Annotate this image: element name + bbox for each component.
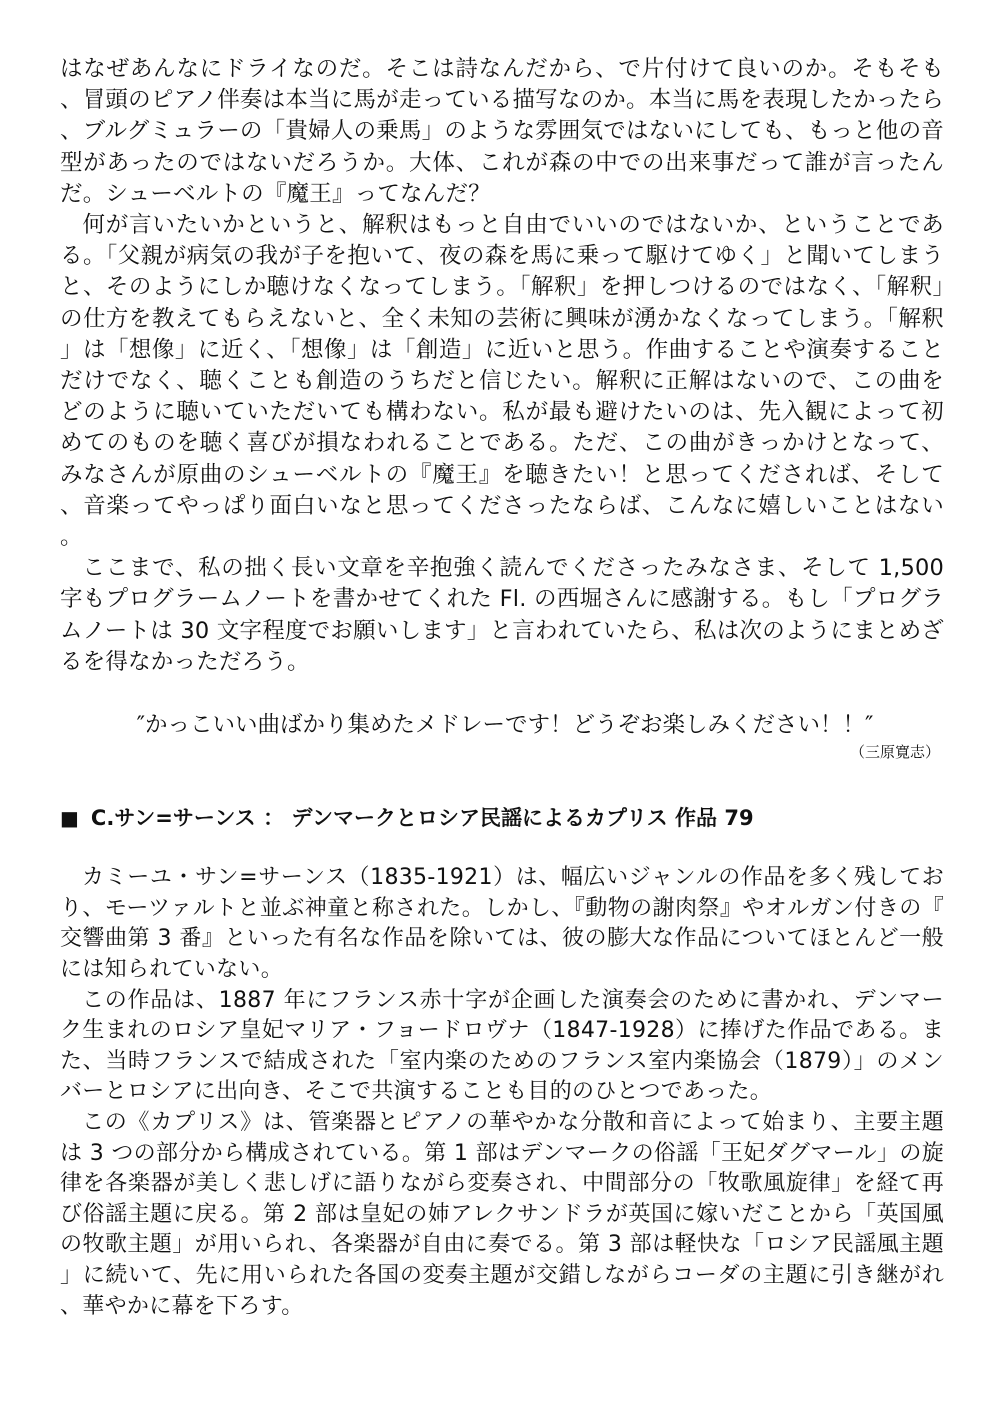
section-paragraph-structure: この《カプリス》は、管楽器とピアノの華やかな分散和音によって始まり、主要主題は 3 つの部分から構成されている。第 1 部はデンマークの俗謡「王妃ダグマール」の旋律を各楽器が美しく悲しげに語りながら変奏され、中間部分の「牧歌風旋律」を経て再び俗謡主題に戻る。第 2 部は皇妃の姉アレクサンドラが英国に嫁いだことから「英国風の牧歌主題」が用いられ、各楽器が自由に奏でる。第 3 部は軽快な「ロシア民謡風主題」に続いて、先に用いられた各国の変奏主題が交錯しながらコーダの主題に引き継がれ、華やかに幕を下ろす。 — [60, 1110, 944, 1319]
spacer — [60, 678, 944, 710]
essay-paragraph-interpretation: 何が言いたいかというと、解釈はもっと自由でいいのではないか、ということである。「父親が病気の我が子を抱いて、夜の森を馬に乗って駆けてゆく」と聞いてしまうと、そのようにしか聴けなくなってしまう。「解釈」を押しつけるのではなく、「解釈」の仕方を教えてもらえないと、全く未知の芸術に興味が湧かなくなってしまう。「解釈」は「想像」に近く、「想像」は「創造」に近いと思う。作曲することや演奏することだけでなく、聴くことも創造のうちだと信じたい。解釈に正解はないので、この曲をどのように聴いていただいても構わない。私が最も避けたいのは、先入観によって初めてのものを聴く喜びが損なわれることである。ただ、この曲がきっかけとなって、みなさんが原曲のシューベルトの『魔王』を聴きたい！と思ってくだされば、そして、音楽ってやっぱり面白いなと思ってくださったならば、こんなに嬉しいことはない。 — [60, 212, 944, 551]
section-title: C.サン=サーンス ： デンマークとロシア民謡によるカプリス 作品 79 — [90, 806, 754, 831]
spacer — [60, 763, 944, 803]
section-heading — [60, 803, 944, 833]
square-bullet-icon: ■ — [60, 806, 79, 831]
author-signature: （三原寛志） — [849, 743, 940, 762]
essay-paragraph-continued: はなぜあんなにドライなのだ。そこは詩なんだから、で片付けて良いのか。そもそも、冒頭のピアノ伴奏は本当に馬が走っている描写なのか。本当に馬を表現したかったら、ブルグミュラーの「貴婦人の乗馬」のような雰囲気ではないにしても、もっと他の音型があったのではないだろうか。大体、これが森の中での出来事だって誰が言ったんだ。シューベルトの『魔王』ってなんだ？ — [60, 56, 944, 207]
summary-quote: ″かっこいい曲ばかり集めたメドレーです！どうぞお楽しみください！！″ — [136, 712, 874, 739]
section-paragraph-composer: カミーユ・サン=サーンス（1835-1921）は、幅広いジャンルの作品を多く残しており、モーツァルトと並ぶ神童と称された。しかし、『動物の謝肉祭』やオルガン付きの『交響曲第 3 番』といった有名な作品を除いては、彼の膨大な作品についてほとんど一般には知られていない。 — [60, 865, 944, 983]
document-page — [60, 54, 944, 1322]
section-paragraph-origin: この作品は、1887 年にフランス赤十字が企画した演奏会のために書かれ、デンマーク生まれのロシア皇妃マリア・フョードロヴナ（1847-1928）に捧げた作品である。また、当時フランスで結成された「室内楽のためのフランス室内楽協会（1879）」のメンバーとロシアに出向き、そこで共演することも目的のひとつであった。 — [60, 987, 944, 1105]
spacer — [60, 833, 944, 863]
essay-paragraph-acknowledgement: ここまで、私の拙く長い文章を辛抱強く読んでくださったみなさま、そして 1,500 字もプログラームノートを書かせてくれた Fl. の西堀さんに感謝する。もし「プログラムノートは 30 文字程度でお願いします」と言われていたら、私は次のようにまとめざるを得なかっただろう。 — [60, 555, 944, 675]
